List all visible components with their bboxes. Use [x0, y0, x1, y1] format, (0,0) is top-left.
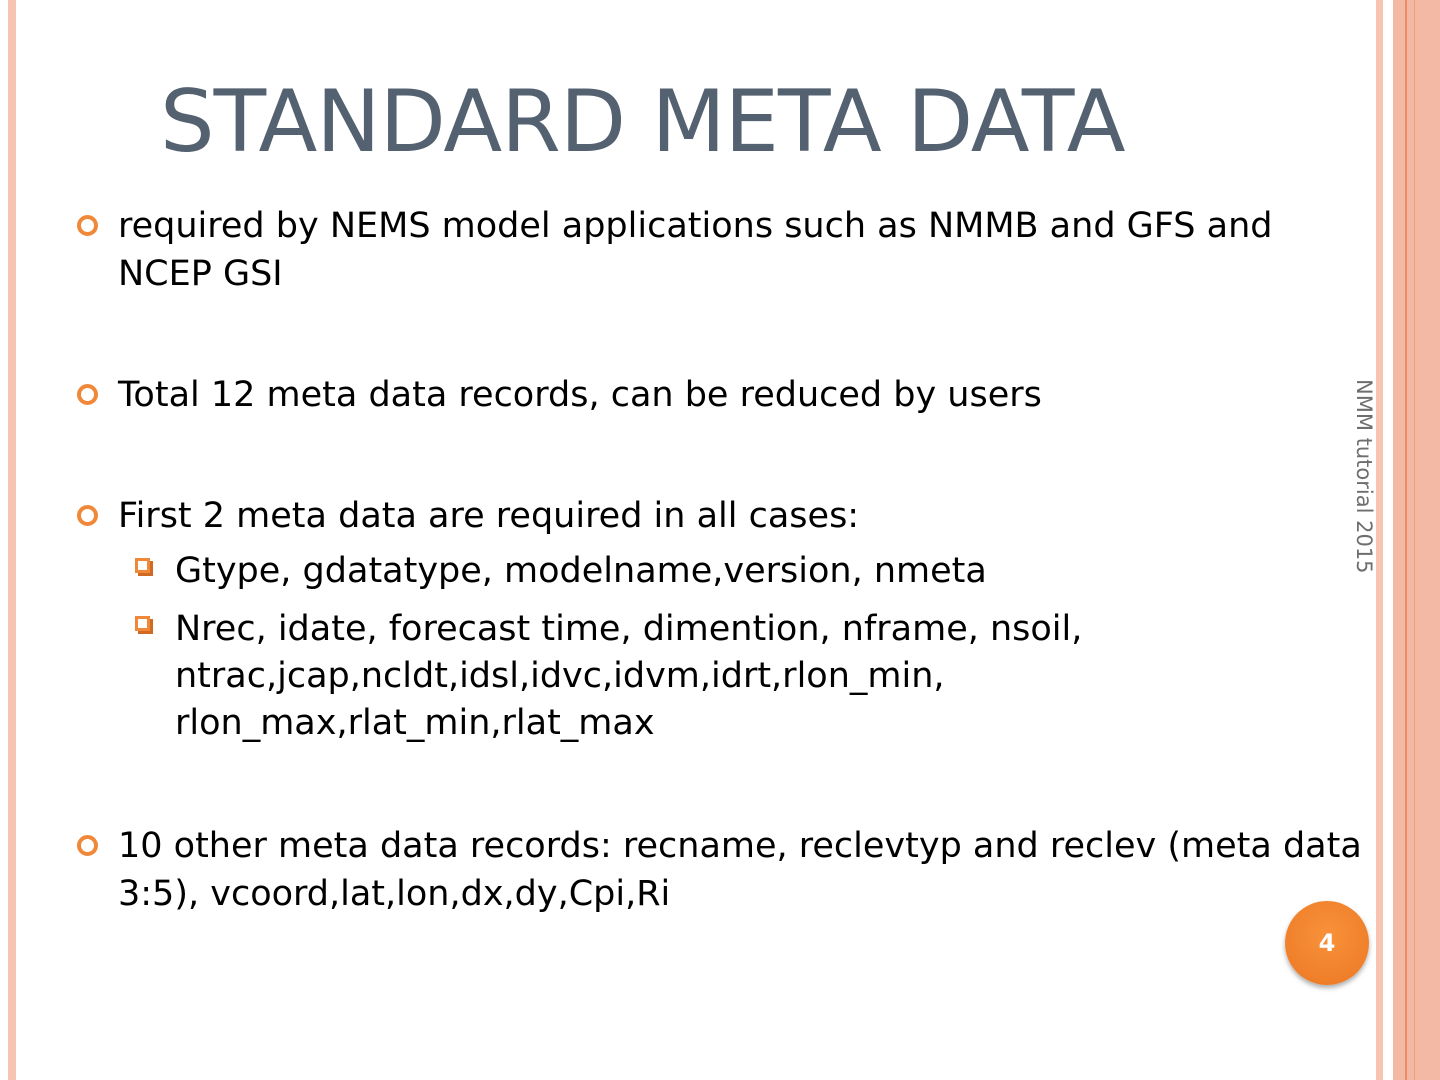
sub-bullet-text-line: rlon_max,rlat_min,rlat_max [175, 703, 655, 743]
sub-bullet-item [175, 606, 1082, 747]
bullet-text-line: Total 12 meta data records, can be reduced by users [118, 375, 1042, 415]
square-bullet-icon [135, 558, 150, 573]
right-border-line [1405, 0, 1407, 1080]
left-border-stripe [8, 0, 16, 1080]
page-number-badge: 4 [1285, 901, 1369, 985]
circle-bullet-icon [77, 215, 98, 236]
bullet-text-line: NCEP GSI [118, 254, 283, 294]
bullet-text-line: required by NEMS model applications such as NMMB and GFS and [118, 206, 1273, 246]
sub-bullet-text-line: Gtype, gdatatype, modelname,version, nmeta [175, 551, 987, 591]
right-border-band [1393, 0, 1440, 1080]
bullet-text-line: 10 other meta data records: recname, reclevtyp and reclev (meta data [118, 826, 1362, 866]
bullet-item [118, 371, 1042, 419]
circle-bullet-icon [77, 384, 98, 405]
bullet-item [118, 492, 859, 540]
bullet-item [118, 202, 1273, 298]
circle-bullet-icon [77, 835, 98, 856]
footer-vertical-label: NMM tutorial 2015 [1352, 379, 1376, 574]
sub-bullet-text-line: ntrac,jcap,ncldt,idsl,idvc,idvm,idrt,rlon_min, [175, 656, 945, 696]
right-border-stripe-thin [1376, 0, 1383, 1080]
right-border-line-2 [1414, 0, 1415, 1080]
sub-bullet-text-line: Nrec, idate, forecast time, dimention, nframe, nsoil, [175, 609, 1083, 649]
bullet-item [118, 822, 1362, 918]
square-bullet-icon [135, 616, 150, 631]
sub-bullet-item [175, 548, 987, 595]
bullet-text-line: 3:5), vcoord,lat,lon,dx,dy,Cpi,Ri [118, 874, 671, 914]
bullet-text-line: First 2 meta data are required in all cases: [118, 496, 860, 536]
slide-title: STANDARD META DATA [160, 72, 1125, 172]
circle-bullet-icon [77, 505, 98, 526]
